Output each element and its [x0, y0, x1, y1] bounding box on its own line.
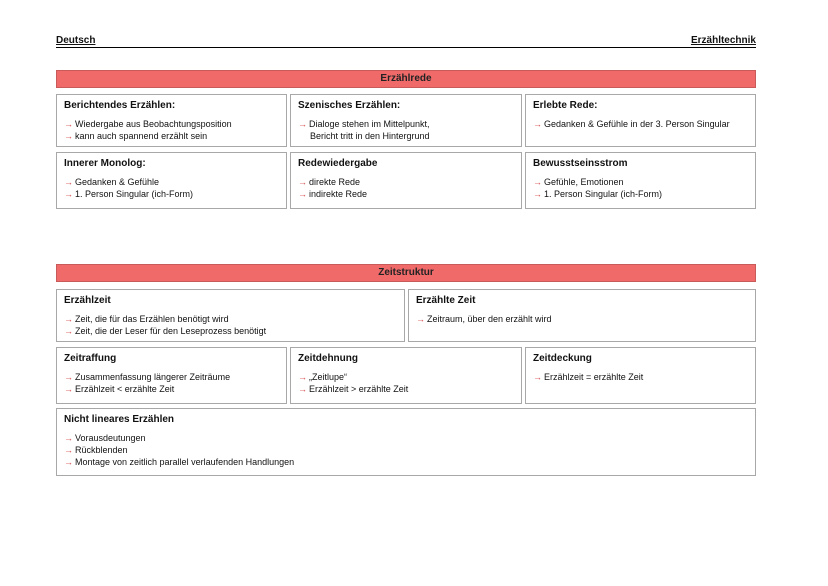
bullet-line: → Erzählzeit = erzählte Zeit	[533, 372, 644, 382]
box-title: Szenisches Erzählen:	[298, 100, 401, 111]
arrow-icon: →	[298, 384, 307, 394]
box-nicht-lineares-erzaehlen	[56, 408, 756, 476]
bullet-line: → direkte Rede	[298, 177, 361, 187]
bullet-line: → 1. Person Singular (ich-Form)	[64, 189, 194, 199]
arrow-icon: →	[64, 131, 73, 141]
bullet-line: → Dialoge stehen im Mittelpunkt,	[298, 119, 430, 129]
arrow-icon: →	[64, 445, 73, 455]
arrow-icon: →	[533, 372, 542, 382]
section-title-erzaehlrede: Erzählrede	[56, 70, 756, 88]
arrow-icon: →	[533, 189, 542, 199]
box-title: Zeitdeckung	[533, 353, 592, 364]
box-title: Erlebte Rede:	[533, 100, 598, 111]
arrow-icon: →	[416, 314, 425, 324]
bullet-line: → Erzählzeit > erzählte Zeit	[298, 384, 409, 394]
page-header	[56, 36, 756, 48]
bullet-line: → „Zeitlupe“	[298, 372, 348, 382]
box-erzaehlzeit	[56, 289, 405, 342]
arrow-icon: →	[64, 433, 73, 443]
bullet-line: → Vorausdeutungen	[64, 433, 146, 443]
box-bewusstseinsstrom	[525, 152, 756, 209]
box-innerer-monolog	[56, 152, 287, 209]
box-title: Zeitdehnung	[298, 353, 358, 364]
box-zeitraffung	[56, 347, 287, 404]
topic-label: Erzähltechnik	[690, 35, 756, 46]
arrow-icon: →	[298, 119, 307, 129]
box-title: Berichtendes Erzählen:	[64, 100, 176, 111]
box-zeitdeckung	[525, 347, 756, 404]
arrow-icon: →	[64, 384, 73, 394]
bullet-line: → kann auch spannend erzählt sein	[64, 131, 208, 141]
bullet-line: → Wiedergabe aus Beobachtungsposition	[64, 119, 232, 129]
bullet-line: → Zeit, die für das Erzählen benötigt wird	[64, 314, 229, 324]
box-title: Nicht lineares Erzählen	[64, 414, 175, 425]
section-title-zeitstruktur: Zeitstruktur	[56, 264, 756, 282]
arrow-icon: →	[533, 119, 542, 129]
arrow-icon: →	[298, 189, 307, 199]
bullet-line: → Gedanken & Gefühle	[64, 177, 160, 187]
box-title: Innerer Monolog:	[64, 158, 146, 169]
box-szenisches-erzaehlen	[290, 94, 522, 147]
arrow-icon: →	[64, 177, 73, 187]
box-title: Erzählte Zeit	[416, 295, 476, 306]
bullet-line: → Zeitraum, über den erzählt wird	[416, 314, 552, 324]
bullet-line: → Montage von zeitlich parallel verlaufenden Handlungen	[64, 457, 295, 467]
box-title: Redewiedergabe	[298, 158, 378, 169]
bullet-line: → Zeit, die der Leser für den Leseprozess benötigt	[64, 326, 267, 336]
arrow-icon: →	[64, 457, 73, 467]
arrow-icon: →	[298, 177, 307, 187]
box-redewiedergabe	[290, 152, 522, 209]
arrow-icon: →	[64, 189, 73, 199]
bullet-line: → Gefühle, Emotionen	[533, 177, 624, 187]
bullet-line: → indirekte Rede	[298, 189, 368, 199]
arrow-icon: →	[64, 326, 73, 336]
box-title: Bewusstseinsstrom	[533, 158, 628, 169]
bullet-line: → Zusammenfassung längerer Zeiträume	[64, 372, 231, 382]
bullet-line-continued: Bericht tritt in den Hintergrund	[310, 131, 430, 141]
bullet-line: → Gedanken & Gefühle in der 3. Person Singular	[533, 119, 730, 129]
box-erzaehlte-zeit	[408, 289, 756, 342]
arrow-icon: →	[533, 177, 542, 187]
box-title: Erzählzeit	[64, 295, 111, 306]
arrow-icon: →	[64, 314, 73, 324]
bullet-line: → 1. Person Singular (ich-Form)	[533, 189, 663, 199]
box-title: Zeitraffung	[64, 353, 117, 364]
arrow-icon: →	[64, 372, 73, 382]
box-erlebte-rede	[525, 94, 756, 147]
bullet-line: → Erzählzeit < erzählte Zeit	[64, 384, 175, 394]
arrow-icon: →	[64, 119, 73, 129]
bullet-line: → Rückblenden	[64, 445, 128, 455]
box-zeitdehnung	[290, 347, 522, 404]
subject-label: Deutsch	[56, 35, 96, 46]
box-berichtendes-erzaehlen	[56, 94, 287, 147]
arrow-icon: →	[298, 372, 307, 382]
